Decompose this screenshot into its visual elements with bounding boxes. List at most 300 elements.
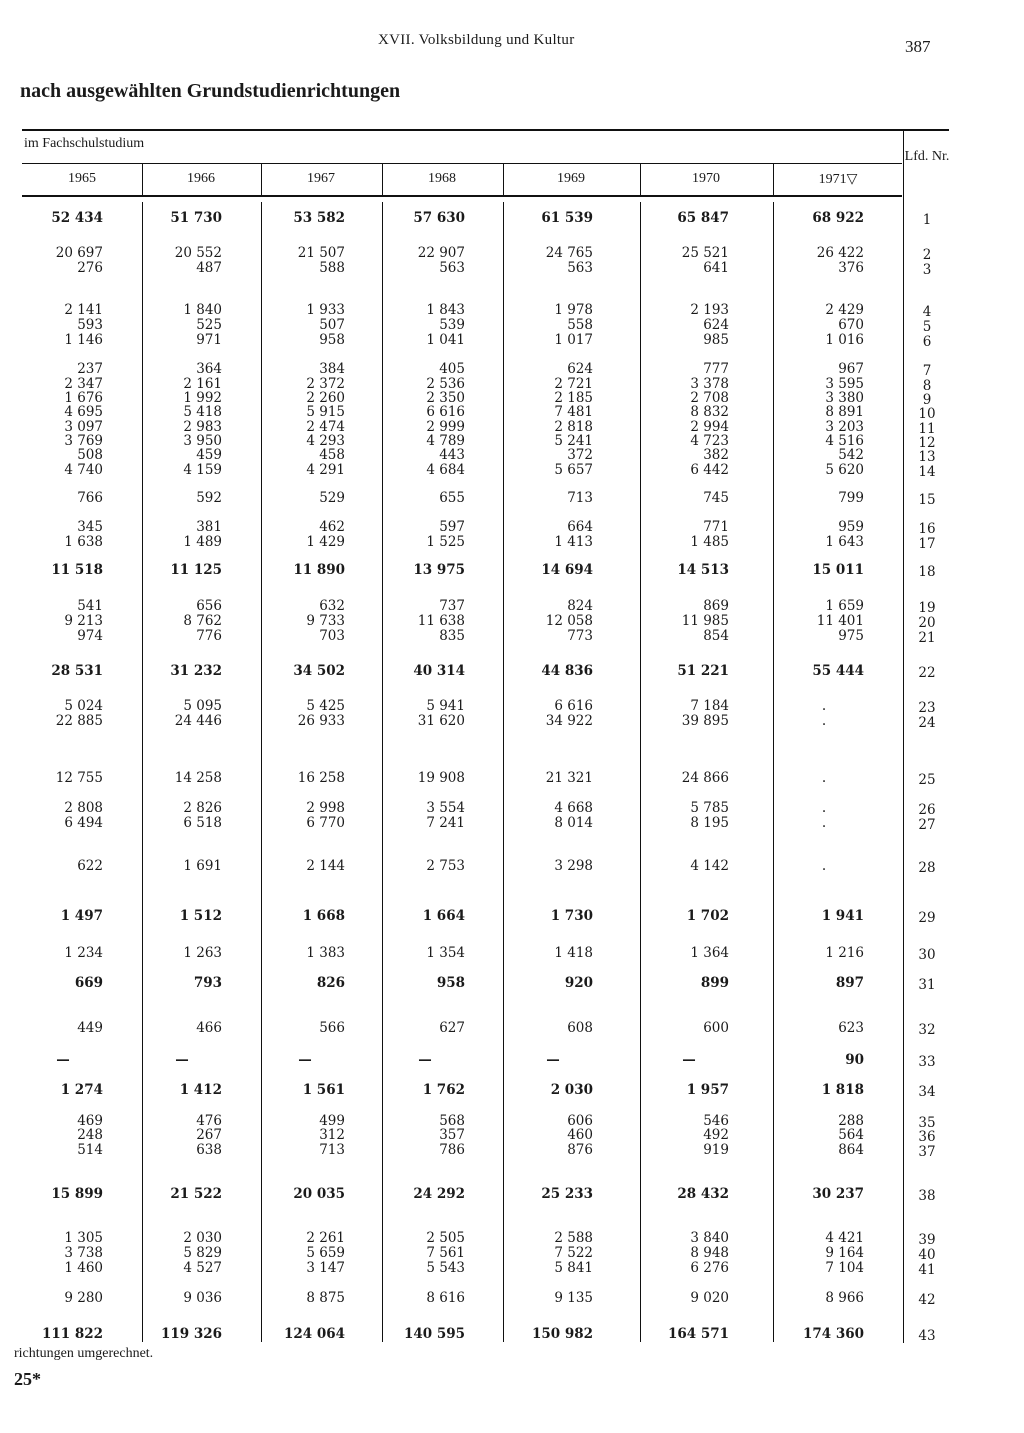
table-cell: 9 164 [825,1245,864,1261]
table-cell: 372 [567,447,593,463]
table-cell: 26 933 [297,713,345,729]
column-header-5: 1969 [557,171,585,186]
table-cell: 459 [196,447,222,463]
table-cell: 920 [564,975,593,991]
table-cell: 2 588 [554,1230,593,1246]
row-number: 19 [918,600,936,616]
table-cell: 1 413 [554,534,593,550]
table-cell: 65 847 [677,210,729,226]
table-cell: 6 494 [64,815,103,831]
table-cell: 1 364 [690,945,729,961]
table-cell: 1 992 [183,390,222,406]
table-cell: 11 401 [816,613,864,629]
table-cell: 9 036 [183,1290,222,1306]
table-cell: 3 950 [183,433,222,449]
table-cell: 4 684 [426,462,465,478]
table-cell: 588 [319,260,345,276]
table-cell: 7 481 [554,404,593,420]
table-cell: 6 616 [426,404,465,420]
table-cell: 8 966 [825,1290,864,1306]
table-cell: 267 [196,1127,222,1143]
table-cell: 1 412 [179,1082,222,1098]
table-cell: 11 890 [293,562,345,578]
table-cell: 541 [77,598,103,614]
row-number: 3 [922,262,932,278]
table-cell: . [821,770,827,786]
table-cell: 119 326 [160,1326,222,1342]
table-cell: 1 691 [183,858,222,874]
table-cell: 2 260 [306,390,345,406]
table-cell: 627 [439,1020,465,1036]
table-cell: 6 770 [306,815,345,831]
table-cell: 21 507 [297,245,345,261]
table-cell: 26 422 [816,245,864,261]
table-cell: 174 360 [802,1326,864,1342]
table-cell: 897 [835,975,864,991]
table-cell: 638 [196,1142,222,1158]
table-cell: 5 915 [306,404,345,420]
column-header-4: 1968 [428,171,456,186]
table-cell: 656 [196,598,222,614]
table-cell: 15 899 [51,1186,103,1202]
table-cell: 9 213 [64,613,103,629]
table-cell: 1 762 [422,1082,465,1098]
table-cell: 21 522 [170,1186,222,1202]
table-cell: 1 525 [426,534,465,550]
table-cell: 5 425 [306,698,345,714]
table-cell: 2 999 [426,419,465,435]
table-cell: 14 513 [677,562,729,578]
row-number: 25 [918,772,936,788]
table-cell: 7 184 [690,698,729,714]
table-cell: 975 [838,628,864,644]
table-cell: 2 347 [64,376,103,392]
table-cell: 2 753 [426,858,465,874]
table-cell: 1 643 [825,534,864,550]
table-cell: 2 721 [554,376,593,392]
table-cell: 641 [703,260,729,276]
table-cell: 622 [77,858,103,874]
row-number: 15 [918,492,936,508]
table-cell: 670 [838,317,864,333]
table-cell: 276 [77,260,103,276]
table-cell: 632 [319,598,345,614]
table-cell: 600 [703,1020,729,1036]
table-cell: 443 [439,447,465,463]
table-cell: 2 998 [306,800,345,816]
table-cell: 623 [838,1020,864,1036]
table-cell: 737 [439,598,465,614]
table-cell: 4 695 [64,404,103,420]
table-cell: 4 142 [690,858,729,874]
row-number: 42 [918,1292,936,1308]
table-cell: 1 489 [183,534,222,550]
row-number: 14 [918,464,936,480]
table-cell: 508 [77,447,103,463]
table-cell: 381 [196,519,222,535]
table-cell: 164 571 [667,1326,729,1342]
table-cell: 606 [567,1113,593,1129]
table-cell: 405 [439,361,465,377]
table-cell: 2 372 [306,376,345,392]
table-cell: 1 429 [306,534,345,550]
table-cell: 1 840 [183,302,222,318]
table-cell: 5 620 [825,462,864,478]
table-cell: 3 840 [690,1230,729,1246]
table-cell: 1 941 [821,908,864,924]
table-cell: 499 [319,1113,345,1129]
table-cell: 624 [567,361,593,377]
table-cell: 22 907 [417,245,465,261]
table-cell: 1 978 [554,302,593,318]
table-cell: 140 595 [403,1326,465,1342]
row-number: 34 [918,1084,936,1100]
table-cell: 9 020 [690,1290,729,1306]
table-cell: 357 [439,1127,465,1143]
table-cell: 6 442 [690,462,729,478]
table-cell: 12 058 [545,613,593,629]
table-cell: 624 [703,317,729,333]
table-cell: 14 258 [174,770,222,786]
table-cell: 593 [77,317,103,333]
column-header-2: 1966 [187,171,215,186]
table-cell: 824 [567,598,593,614]
table-cell: 476 [196,1113,222,1129]
column-header-7: 1971▽ [818,172,858,187]
table-cell: 1 041 [426,332,465,348]
table-cell: 1 818 [821,1082,864,1098]
table-cell: 539 [439,317,465,333]
row-number: 2 [922,247,932,263]
row-number: 12 [918,435,936,451]
table-cell: 669 [74,975,103,991]
table-cell: . [821,698,827,714]
table-cell: 899 [700,975,729,991]
row-number: 8 [922,378,932,394]
table-cell: 382 [703,447,729,463]
column-header-1: 1965 [68,171,96,186]
table-cell: 1 843 [426,302,465,318]
column-header-3: 1967 [307,171,335,186]
table-cell: 2 505 [426,1230,465,1246]
table-cell: 564 [838,1127,864,1143]
row-number: 10 [918,406,936,422]
table-cell: 3 147 [306,1260,345,1276]
row-number: 31 [918,977,936,993]
column-header-6: 1970 [692,171,720,186]
table-cell: 3 298 [554,858,593,874]
row-number: 17 [918,536,936,552]
table-cell: 12 755 [55,770,103,786]
table-cell: 1 957 [686,1082,729,1098]
table-cell: 1 659 [825,598,864,614]
row-number: 30 [918,947,936,963]
row-number: 33 [918,1054,936,1070]
table-cell: 11 985 [681,613,729,629]
table-cell: 597 [439,519,465,535]
table-cell: 592 [196,490,222,506]
row-number: 26 [918,802,936,818]
table-cell: 34 502 [293,663,345,679]
table-cell: 558 [567,317,593,333]
table-cell: 766 [77,490,103,506]
table-cell: 248 [77,1127,103,1143]
table-cell: 4 516 [825,433,864,449]
table-cell: 462 [319,519,345,535]
table-cell: 6 276 [690,1260,729,1276]
page-title: nach ausgewählten Grundstudienrichtungen [20,80,401,102]
table-cell: 25 233 [541,1186,593,1202]
row-number: 41 [918,1262,936,1278]
table-cell: 9 733 [306,613,345,629]
table-cell: 1 418 [554,945,593,961]
table-cell: 469 [77,1113,103,1129]
row-number: 28 [918,860,936,876]
table-cell: 958 [319,332,345,348]
table-cell: 2 808 [64,800,103,816]
table-cell: 4 291 [306,462,345,478]
row-number: 21 [918,630,936,646]
table-cell: 3 380 [825,390,864,406]
table-cell: 5 657 [554,462,593,478]
table-cell: 7 522 [554,1245,593,1261]
table-cell: 7 104 [825,1260,864,1276]
table-cell: 24 866 [681,770,729,786]
table-cell: 1 016 [825,332,864,348]
table-cell: 2 161 [183,376,222,392]
table-cell: 8 948 [690,1245,729,1261]
table-cell: 864 [838,1142,864,1158]
table-cell: 507 [319,317,345,333]
table-cell: 971 [196,332,222,348]
table-cell: 458 [319,447,345,463]
table-cell: 13 975 [413,562,465,578]
table-cell: 1 216 [825,945,864,961]
table-cell: 1 664 [422,908,465,924]
row-number: 37 [918,1144,936,1160]
row-number: 6 [922,334,932,350]
table-cell: 3 738 [64,1245,103,1261]
table-cell: 2 193 [690,302,729,318]
table-cell: 4 527 [183,1260,222,1276]
table-cell: 869 [703,598,729,614]
table-cell: 563 [439,260,465,276]
table-cell: 771 [703,519,729,535]
table-cell: 57 630 [413,210,465,226]
table-cell: 51 730 [170,210,222,226]
table-cell: 6 518 [183,815,222,831]
table-cell: 22 885 [55,713,103,729]
table-cell: 703 [319,628,345,644]
table-cell: 4 723 [690,433,729,449]
table-cell: 5 941 [426,698,465,714]
row-number: 40 [918,1247,936,1263]
signature-mark: 25* [14,1369,41,1389]
table-cell: 111 822 [41,1326,103,1342]
table-cell: 608 [567,1020,593,1036]
table-cell: 5 829 [183,1245,222,1261]
table-cell: 61 539 [541,210,593,226]
row-number: 27 [918,817,936,833]
table-cell: 20 035 [293,1186,345,1202]
table-cell: 985 [703,332,729,348]
table-cell: 16 258 [297,770,345,786]
table-cell: 835 [439,628,465,644]
table-cell: 31 620 [417,713,465,729]
table-cell: 40 314 [413,663,465,679]
table-cell: 53 582 [293,210,345,226]
table-cell: 2 141 [64,302,103,318]
table-cell: 19 908 [417,770,465,786]
table-cell: 5 841 [554,1260,593,1276]
table-cell: 288 [838,1113,864,1129]
row-number: 20 [918,615,936,631]
table-cell: 8 762 [183,613,222,629]
table-cell: 2 185 [554,390,593,406]
table-cell: 6 616 [554,698,593,714]
table-cell: 2 474 [306,419,345,435]
table-cell: 466 [196,1020,222,1036]
table-cell: 542 [838,447,864,463]
row-number: 1 [922,212,932,228]
table-cell: 1 017 [554,332,593,348]
table-cell: 11 518 [51,562,103,578]
table-cell: 25 521 [681,245,729,261]
table-cell: 8 875 [306,1290,345,1306]
table-cell: 1 460 [64,1260,103,1276]
table-cell: 30 237 [812,1186,864,1202]
table-cell: 2 994 [690,419,729,435]
table-cell: 150 982 [531,1326,593,1342]
table-cell: 1 146 [64,332,103,348]
table-cell: — [175,1052,189,1068]
table-cell: 1 512 [179,908,222,924]
table-cell: . [821,858,827,874]
table-cell: 1 702 [686,908,729,924]
table-cell: 384 [319,361,345,377]
table-cell: 958 [436,975,465,991]
table-cell: 919 [703,1142,729,1158]
table-cell: 1 354 [426,945,465,961]
table-cell: 3 097 [64,419,103,435]
table-cell: 312 [319,1127,345,1143]
table-cell: 5 024 [64,698,103,714]
table-cell: 9 135 [554,1290,593,1306]
table-cell: 563 [567,260,593,276]
table-cell: 492 [703,1127,729,1143]
table-cell: 28 432 [677,1186,729,1202]
table-cell: 4 740 [64,462,103,478]
table-cell: 777 [703,361,729,377]
table-cell: 44 836 [541,663,593,679]
table-cell: 8 616 [426,1290,465,1306]
row-number: 36 [918,1129,936,1145]
table-cell: 7 561 [426,1245,465,1261]
table-cell: 1 383 [306,945,345,961]
table-cell: 2 030 [183,1230,222,1246]
table-cell: 11 638 [417,613,465,629]
row-number: 16 [918,521,936,537]
table-cell: 2 708 [690,390,729,406]
table-cell: 8 832 [690,404,729,420]
table-cell: 1 234 [64,945,103,961]
table-cell: 1 730 [550,908,593,924]
table-cell: 24 292 [413,1186,465,1202]
page-number: 387 [905,37,931,56]
table-cell: 5 241 [554,433,593,449]
table-cell: 713 [567,490,593,506]
table-cell: 14 694 [541,562,593,578]
table-cell: 786 [439,1142,465,1158]
table-cell: 20 697 [55,245,103,261]
table-cell: 2 983 [183,419,222,435]
table-cell: 2 261 [306,1230,345,1246]
table-cell: 1 638 [64,534,103,550]
table-cell: 8 195 [690,815,729,831]
table-cell: 5 543 [426,1260,465,1276]
row-number: 24 [918,715,936,731]
table-cell: 1 485 [690,534,729,550]
table-cell: 2 826 [183,800,222,816]
row-number: 18 [918,564,936,580]
table-cell: 5 659 [306,1245,345,1261]
table-cell: 1 933 [306,302,345,318]
table-cell: 776 [196,628,222,644]
table-cell: 967 [838,361,864,377]
table-cell: 15 011 [812,562,864,578]
table-cell: 4 421 [825,1230,864,1246]
table-cell: 2 350 [426,390,465,406]
table-cell: 345 [77,519,103,535]
table-cell: 793 [193,975,222,991]
row-number: 11 [918,421,936,437]
table-cell: 854 [703,628,729,644]
table-cell: 3 769 [64,433,103,449]
row-number: 7 [922,363,932,379]
row-number: 22 [918,665,936,681]
table-cell: 514 [77,1142,103,1158]
table-cell: 1 497 [60,908,103,924]
table-cell: 4 159 [183,462,222,478]
table-cell: 876 [567,1142,593,1158]
row-number: 29 [918,910,936,926]
table-cell: 376 [838,260,864,276]
table-cell: 2 536 [426,376,465,392]
table-cell: 364 [196,361,222,377]
row-number: 4 [922,304,932,320]
lfd-nr-header: Lfd. Nr. [904,149,950,164]
table-cell: 24 446 [174,713,222,729]
table-cell: 52 434 [51,210,103,226]
table-cell: 546 [703,1113,729,1129]
table-cell: 713 [319,1142,345,1158]
table-cell: . [821,713,827,729]
table-cell: 1 668 [302,908,345,924]
table-cell: . [821,815,827,831]
table-cell: 773 [567,628,593,644]
table-cell: 2 030 [550,1082,593,1098]
table-cell: 4 789 [426,433,465,449]
table-cell: 51 221 [677,663,729,679]
table-cell: 449 [77,1020,103,1036]
table-cell: 3 203 [825,419,864,435]
table-cell: — [298,1052,312,1068]
table-cell: 2 429 [825,302,864,318]
table-cell: — [418,1052,432,1068]
row-number: 23 [918,700,936,716]
table-cell: 8 891 [825,404,864,420]
table-cell: 124 064 [283,1326,345,1342]
